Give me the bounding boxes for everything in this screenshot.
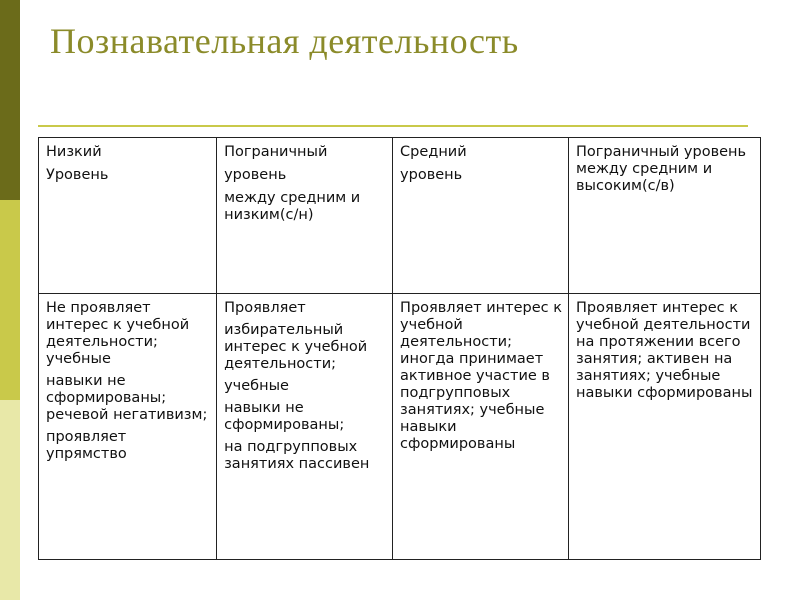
header-text: Пограничный	[224, 144, 328, 160]
sidebar-segment-dark	[0, 0, 20, 200]
cell-text: на подгрупповых занятиях пассивен	[224, 439, 370, 472]
table-header-row	[39, 138, 761, 294]
sidebar-segment-mid	[0, 200, 20, 400]
header-cell-borderline-high	[569, 138, 761, 294]
cell-text: навыки не сформированы; речевой негативизм;	[46, 373, 208, 423]
cell-text: Проявляет интерес к учебной деятельности на протяжении всего занятия; активен на занятиях; учебные навыки сформированы	[576, 300, 753, 401]
header-text: Низкий	[46, 144, 102, 160]
cell-borderline-high	[569, 294, 761, 560]
header-text: между средним и низким(с/н)	[224, 190, 361, 223]
header-cell-borderline-low	[217, 138, 393, 294]
cell-borderline-low	[217, 294, 393, 560]
header-text: Пограничный уровень между средним и высоким(с/в)	[576, 144, 747, 194]
cell-text: Проявляет	[224, 300, 306, 316]
cell-text: избирательный интерес к учебной деятельности;	[224, 322, 368, 372]
cell-low	[39, 294, 217, 560]
header-text: уровень	[224, 167, 287, 183]
cell-text: Не проявляет интерес к учебной деятельности; учебные	[46, 300, 190, 367]
cell-text: навыки не сформированы;	[224, 400, 345, 433]
header-text: уровень	[400, 167, 463, 183]
page-title: Познавательная деятельность	[50, 21, 519, 61]
table-row	[39, 294, 761, 560]
header-text: Средний	[400, 144, 467, 160]
cell-text: проявляет упрямство	[46, 429, 127, 462]
header-text: Уровень	[46, 167, 109, 183]
levels-table	[38, 137, 761, 560]
sidebar-segment-light	[0, 400, 20, 600]
cell-text: Проявляет интерес к учебной деятельности; иногда принимает активное участие в подгрупповых занятиях; учебные навыки сформированы	[400, 300, 562, 452]
header-cell-low	[39, 138, 217, 294]
title-divider	[38, 125, 748, 127]
cell-middle	[393, 294, 569, 560]
cell-text: учебные	[224, 378, 289, 394]
header-cell-middle	[393, 138, 569, 294]
sidebar-decoration	[0, 0, 20, 600]
